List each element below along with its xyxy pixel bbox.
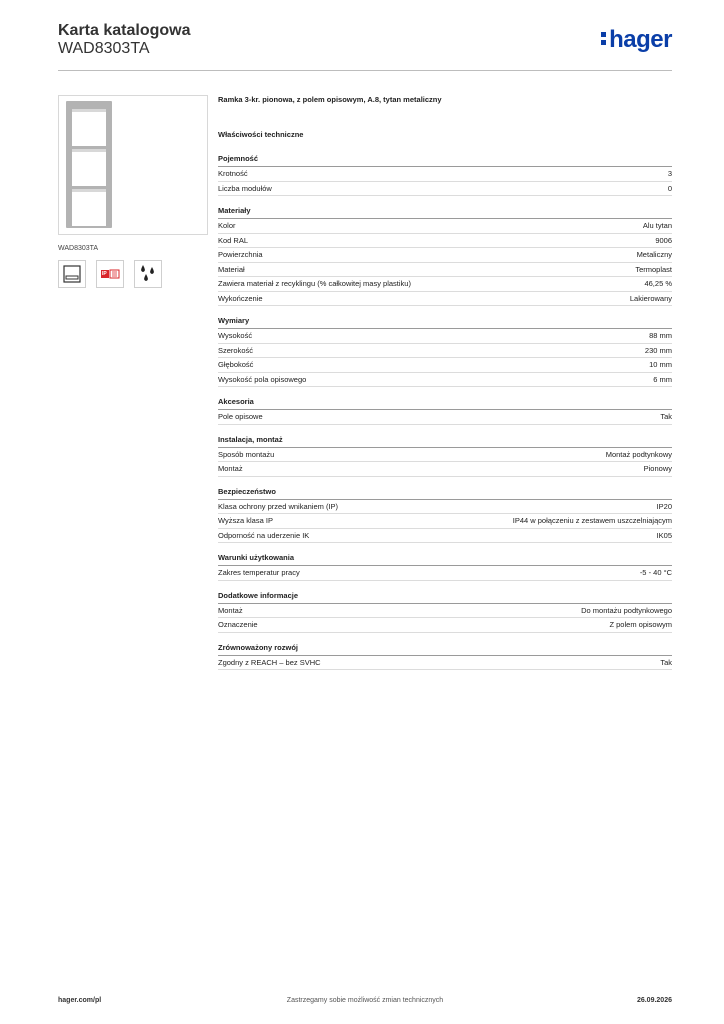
spec-value: Metaliczny [636, 250, 672, 259]
spec-label: Wyższa klasa IP [218, 516, 273, 525]
spec-value: Z polem opisowym [609, 620, 672, 629]
spec-row [218, 500, 672, 515]
ip-icon-label: IP [102, 271, 107, 277]
water-drops-icon [134, 260, 162, 288]
spec-label: Montaż [218, 605, 243, 615]
technical-properties-heading: Właściwości techniczne [218, 130, 304, 139]
spec-label: Szerokość [218, 345, 254, 355]
spec-value: Do montażu podtynkowego [581, 605, 672, 615]
spec-value: Tak [660, 412, 672, 421]
page-header [58, 20, 672, 71]
spec-label: Powierzchnia [218, 250, 263, 259]
section-title: Warunki użytkowania [218, 553, 672, 566]
document-subtitle: WAD8303TA [58, 40, 150, 57]
section-title: Materiały [218, 206, 672, 219]
spec-section [218, 487, 672, 544]
frame-illustration [66, 101, 112, 228]
spec-value: Alu tytan [642, 221, 672, 230]
spec-section [218, 316, 672, 387]
spec-row [218, 263, 672, 278]
spec-section [218, 591, 672, 633]
spec-row [218, 344, 672, 359]
spec-value: Pionowy [643, 464, 672, 473]
footer-website-link[interactable]: hager.com/pl [58, 997, 102, 1004]
product-code: WAD8303TA [58, 245, 99, 252]
spec-column [218, 95, 672, 670]
spec-row [218, 277, 672, 292]
spec-row [218, 448, 672, 463]
section-title: Wymiary [218, 316, 672, 329]
product-column [58, 95, 208, 288]
frame-cell [72, 149, 106, 186]
spec-value: Lakierowany [629, 293, 672, 303]
spec-value: IK05 [656, 530, 672, 540]
frame-cell [72, 189, 106, 226]
spec-row [218, 292, 672, 307]
spec-value: IP44 w połączeniu z zestawem uszczelniającym [512, 516, 672, 525]
spec-value: IP20 [656, 501, 672, 511]
spec-value: 3 [667, 169, 672, 178]
document-title: Karta katalogowa [58, 22, 191, 39]
spec-label: Wysokość pola opisowego [218, 374, 307, 384]
spec-label: Krotność [218, 169, 248, 178]
spec-value: -5 - 40 °C [639, 568, 672, 577]
spec-row [218, 604, 672, 619]
spec-value: 9006 [655, 235, 672, 245]
spec-label: Kod RAL [218, 235, 249, 245]
spec-value: Tak [660, 657, 672, 667]
spec-label: Zawiera materiał z recyklingu (% całkowitej masy plastiku) [218, 279, 411, 288]
spec-row [218, 566, 672, 581]
spec-label: Kolor [218, 221, 236, 230]
spec-section [218, 553, 672, 581]
spec-label: Wykończenie [218, 293, 263, 303]
spec-section [218, 397, 672, 425]
spec-label: Odporność na uderzenie IK [218, 530, 310, 540]
spec-row [218, 514, 672, 529]
footer-disclaimer: Zastrzegamy sobie możliwość zmian technicznych [286, 997, 444, 1004]
logo-dots-icon [601, 30, 607, 46]
spec-label: Liczba modułów [218, 183, 272, 193]
spec-label: Montaż [218, 464, 243, 473]
spec-section [218, 435, 672, 477]
section-title: Pojemność [218, 154, 672, 167]
spec-value: 230 mm [644, 345, 672, 355]
spec-label: Zakres temperatur pracy [218, 568, 300, 577]
spec-label: Klasa ochrony przed wnikaniem (IP) [218, 501, 339, 511]
spec-row [218, 618, 672, 633]
spec-value: 46,25 % [644, 279, 672, 288]
section-title: Akcesoria [218, 397, 672, 410]
spec-label: Pole opisowe [218, 412, 263, 421]
spec-section [218, 206, 672, 306]
spec-value: 6 mm [653, 374, 672, 384]
product-image [58, 95, 208, 235]
spec-value: Montaż podtynkowy [605, 449, 672, 459]
section-title: Bezpieczeństwo [218, 487, 672, 500]
spec-row [218, 234, 672, 249]
product-title: Ramka 3-kr. pionowa, z polem opisowym, A.8, tytan metaliczny [218, 95, 442, 104]
frame-icon [58, 260, 86, 288]
spec-row [218, 358, 672, 373]
spec-label: Materiał [218, 264, 245, 274]
spec-label: Zgodny z REACH – bez SVHC [218, 657, 321, 667]
spec-row [218, 462, 672, 477]
spec-value: 88 mm [649, 331, 672, 340]
spec-row [218, 167, 672, 182]
spec-label: Głębokość [218, 360, 254, 369]
section-title: Zrównoważony rozwój [218, 643, 672, 656]
logo-text: hager [609, 26, 672, 53]
spec-value: 0 [667, 183, 672, 193]
ip-rating-icon [96, 260, 124, 288]
spec-row [218, 656, 672, 671]
frame-cell [72, 109, 106, 146]
spec-label: Oznaczenie [218, 620, 258, 629]
spec-row [218, 248, 672, 263]
section-title: Instalacja, montaż [218, 435, 672, 448]
spec-label: Wysokość [218, 331, 253, 340]
spec-row [218, 410, 672, 425]
spec-row [218, 529, 672, 544]
spec-row [218, 329, 672, 344]
spec-row [218, 182, 672, 197]
spec-row [218, 373, 672, 388]
spec-sections [218, 154, 672, 670]
feature-icons [58, 260, 208, 288]
section-title: Dodatkowe informacje [218, 591, 672, 604]
spec-row [218, 219, 672, 234]
hager-logo[interactable] [601, 26, 672, 54]
spec-value: Termoplast [635, 264, 672, 274]
spec-section [218, 643, 672, 671]
spec-label: Sposób montażu [218, 449, 275, 459]
spec-value: 10 mm [649, 360, 672, 369]
footer-date: 26.09.2026 [636, 997, 672, 1004]
spec-section [218, 154, 672, 196]
